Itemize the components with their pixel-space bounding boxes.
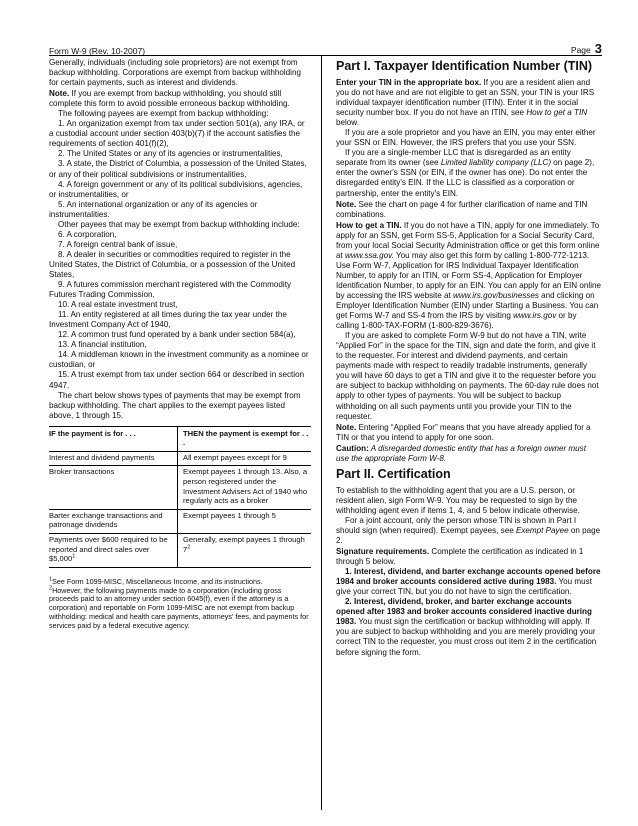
text-run: on page 2), enter the owner's SSN (or EIN, if the owner has one). Do not enter the disregarded entity's EIN. If the LLC is classified as a corporation or partnership, enter the entity's EIN. bbox=[336, 158, 595, 198]
url-irs: www.irs.gov bbox=[513, 311, 557, 321]
left-column bbox=[49, 58, 311, 631]
page-label: Page bbox=[570, 45, 591, 55]
list-item: 1. An organization exempt from tax under section 501(a), any IRA, or a custodial account under section 403(b)(7) if the account satisfies the requirements of section 401(f)(2), bbox=[49, 119, 305, 149]
paragraph-note bbox=[49, 89, 311, 109]
paragraph-note-applied bbox=[336, 423, 601, 443]
footnote-text: However, the following payments made to a corporation (including gross proceeds paid to an attorney under section 6045(f), even if the attorney is a corporation) and reportable on Form 1099-MISC are not exempt from backup withholding: medical and health care payments, attorneys' fees, and payments for services paid by a federal executive agency. bbox=[49, 585, 309, 630]
text-run: For a joint account, only the person whose TIN is shown in Part I should sign (when required). Exempt payees, see bbox=[336, 515, 577, 535]
table-cell-payment: Broker transactions bbox=[49, 466, 178, 509]
list-item: 11. An entity registered at all times during the tax year under the Investment Company Act of 1940, bbox=[49, 310, 287, 330]
list-item: 9. A futures commission merchant registered with the Commodity Futures Trading Commission, bbox=[49, 280, 292, 300]
payment-text: Payments over $600 required to be reported and direct sales over $5,000 bbox=[49, 535, 168, 564]
paragraph-caution bbox=[336, 444, 601, 464]
footnote-ref: 1 bbox=[72, 553, 76, 560]
paragraph-exempt-list-intro: The following payees are exempt from backup withholding: bbox=[58, 109, 269, 119]
paragraph-other-payees: Other payees that may be exempt from backup withholding include: bbox=[58, 219, 300, 229]
list-item: 5. An international organization or any of its agencies or instrumentalities. bbox=[49, 199, 258, 219]
note-text: Entering “Applied For” means that you have already applied for a TIN or that you intend to apply for one soon. bbox=[336, 422, 591, 442]
paragraph-certification: To establish to the withholding agent that you are a U.S. person, or resident alien, sign Form W-9. You may be requested to sign by the withholding agent even if items 1, 4, and 5 below indicate otherwise. bbox=[336, 485, 580, 515]
list-item: 14. A middleman known in the investment community as a nominee or custodian, or bbox=[49, 350, 309, 370]
text-run: If you are a single-member LLC that is disregarded as an entity separate from its owner (see bbox=[336, 148, 571, 168]
cross-reference: Limited liability company (LLC) bbox=[440, 158, 552, 168]
paragraph-applied-for: If you are asked to complete Form W-9 but do not have a TIN, write “Applied For” in the space for the TIN, sign and date the form, and give it to the requester. For interest and dividend payments, and certain payments made with respect to readily tradable instruments, generally you will have 60 days to get a TIN and give it to the requester before you are subject to backup withholding on payments. The 60-day rule does not apply to other types of payments. You will be subject to backup withholding on all such payments until you provide your TIN to the requester. bbox=[336, 331, 599, 421]
list-item: 7. A foreign central bank of issue, bbox=[58, 239, 178, 249]
footnote-number: 1 bbox=[49, 576, 53, 583]
table-header-exempt: THEN the payment is exempt for . . . bbox=[178, 426, 312, 451]
table-row bbox=[49, 451, 311, 466]
run-in-heading: How to get a TIN. bbox=[336, 220, 402, 230]
page-header bbox=[49, 40, 602, 56]
footnote-number: 2 bbox=[49, 585, 53, 592]
table-cell-exempt: Exempt payees 1 through 13. Also, a person registered under the Investment Advisers Act of 1940 who regularly acts as a broker bbox=[178, 466, 312, 509]
exempt-payments-table bbox=[49, 426, 311, 568]
header-rule bbox=[49, 55, 602, 56]
paragraph-llc bbox=[336, 148, 601, 198]
table-row bbox=[49, 509, 311, 533]
paragraph-how-to-get-tin bbox=[336, 221, 601, 332]
note-text: If you are exempt from backup withholding, you should still complete this form to avoid possible erroneous backup withholding. bbox=[49, 89, 290, 109]
note-label: Note. bbox=[49, 89, 70, 99]
list-item: 10. A real estate investment trust, bbox=[58, 300, 178, 310]
table-cell-payment bbox=[49, 534, 178, 568]
section-title-part-1: Part I. Taxpayer Identification Number (TIN) bbox=[336, 59, 593, 73]
list-item: 12. A common trust fund operated by a bank under section 584(a), bbox=[58, 330, 296, 340]
paragraph-exempt-intro: Generally, individuals (including sole proprietors) are not exempt from backup withholding. Corporations are exempt from backup withholding for certain payments, such as interest and dividends. bbox=[49, 58, 301, 88]
table-cell-exempt: Exempt payees 1 through 5 bbox=[178, 509, 312, 533]
right-column bbox=[336, 58, 601, 658]
exempt-payees-list-a bbox=[49, 119, 311, 219]
paragraph-sole-proprietor: If you are a sole proprietor and you have an EIN, you may enter either your SSN or EIN. However, the IRS prefers that you use your SSN. bbox=[336, 128, 596, 148]
item-heading: 1. Interest, dividend, and barter exchange accounts opened before 1984 and broker accounts considered active during 1983. bbox=[336, 567, 601, 587]
footnote-ref: 2 bbox=[187, 544, 191, 551]
page-number: 3 bbox=[594, 41, 602, 56]
note-label: Note. bbox=[336, 199, 357, 209]
form-id: Form W-9 (Rev. 10-2007) bbox=[49, 46, 146, 56]
list-item: 13. A financial institution, bbox=[58, 340, 147, 350]
footnote-text: See Form 1099-MISC, Miscellaneous Income, and its instructions. bbox=[52, 576, 263, 586]
cross-reference: Exempt Payee bbox=[515, 525, 569, 535]
table-row bbox=[49, 466, 311, 509]
paragraph-joint-account bbox=[336, 516, 601, 546]
list-item: 4. A foreign government or any of its political subdivisions, agencies, or instrumentalities, or bbox=[49, 179, 303, 199]
table-row bbox=[49, 534, 311, 568]
section-title-part-2: Part II. Certification bbox=[336, 466, 451, 481]
list-item: 8. A dealer in securities or commodities required to register in the United States, the District of Columbia, or a possession of the United States, bbox=[49, 249, 296, 279]
exempt-text: Generally, exempt payees 1 through 7 bbox=[183, 535, 305, 554]
paragraph-item-2 bbox=[336, 597, 601, 657]
paragraph-chart-intro: The chart below shows types of payments that may be exempt from backup withholding. The chart applies to the exempt payees listed above, 1 through 15. bbox=[49, 390, 301, 420]
list-item: 3. A state, the District of Columbia, a possession of the United States, or any of their political subdivisions or instrumentalities, bbox=[49, 159, 307, 179]
list-item: 6. A corporation, bbox=[58, 229, 117, 239]
paragraph-signature-requirements bbox=[336, 547, 601, 567]
list-item: 2. The United States or any of its agencies or instrumentalities, bbox=[58, 149, 283, 159]
paragraph-item-1 bbox=[336, 567, 601, 597]
table-cell-exempt bbox=[178, 534, 312, 568]
text-run: You may also get this form by calling 1-800-772-1213. Use Form W-7, Application for IRS Individual Taxpayer Identification Number, to apply for an ITIN, or Form SS-4, Application for Employer Identification Number, to apply for an EIN. You can apply for an EIN online by accessing the IRS website at bbox=[336, 250, 602, 300]
table-cell-exempt: All exempt payees except for 9 bbox=[178, 451, 312, 466]
text-run: and clicking on Employer Identification Number (EIN) under Starting a Business. You can get Forms W-7 and SS-4 from the IRS by visiting bbox=[336, 290, 599, 321]
text-run: If you are a resident alien and you do not have and are not eligible to get an SSN, your TIN is your IRS individual taxpayer identification number (ITIN). Enter it in the social security number box. If you do not have an ITIN, see bbox=[336, 78, 595, 118]
table-footnotes bbox=[49, 578, 311, 631]
text-run: or by calling 1-800-TAX-FORM (1-800-829-3676). bbox=[336, 311, 577, 331]
footnote-2 bbox=[49, 587, 311, 631]
text-run: Complete the certification as indicated in 1 through 5 below. bbox=[336, 547, 584, 567]
page-indicator bbox=[571, 41, 602, 56]
table-cell-payment: Interest and dividend payments bbox=[49, 451, 178, 466]
column-divider bbox=[321, 55, 322, 810]
text-run: You must sign the certification or backup withholding will apply. If you are subject to backup withholding and you are merely providing your correct TIN to the requester, you must cross out item 2 in the certification before signing the form. bbox=[336, 617, 597, 657]
url-irs-businesses: www.irs.gov/businesses bbox=[452, 290, 539, 300]
note-text: See the chart on page 4 for further clarification of name and TIN combinations. bbox=[336, 199, 588, 219]
url-ssa: www.ssa.gov. bbox=[345, 250, 394, 260]
table-cell-payment: Barter exchange transactions and patronage dividends bbox=[49, 509, 178, 533]
note-label: Note. bbox=[336, 422, 357, 432]
list-item: 15. A trust exempt from tax under section 664 or described in section 4947. bbox=[49, 370, 305, 390]
cross-reference: How to get a TIN bbox=[526, 108, 588, 118]
table-header-payment: IF the payment is for . . . bbox=[49, 426, 178, 451]
run-in-heading: Signature requirements. bbox=[336, 547, 430, 557]
text-run: You must give your correct TIN, but you do not have to sign the certification. bbox=[336, 577, 592, 597]
item-heading: 2. Interest, dividend, broker, and barter exchange accounts opened after 1983 and broker accounts considered inactive during 1983. bbox=[336, 597, 592, 627]
paragraph-note-chart bbox=[336, 200, 601, 220]
caution-label: Caution: bbox=[336, 443, 369, 453]
text-run: on page 2. bbox=[336, 525, 601, 546]
text-run: below. bbox=[336, 118, 359, 128]
paragraph-enter-tin bbox=[336, 78, 601, 128]
table-header-row bbox=[49, 426, 311, 451]
caution-text: A disregarded domestic entity that has a foreign owner must use the appropriate Form W-8. bbox=[336, 443, 586, 463]
run-in-heading: Enter your TIN in the appropriate box. bbox=[336, 78, 482, 87]
exempt-payees-list-b bbox=[49, 230, 311, 391]
text-run: If you do not have a TIN, apply for one immediately. To apply for an SSN, get Form SS-5, Application for a Social Security Card, from your local Social Security Administration office or get this form online at bbox=[336, 220, 600, 260]
